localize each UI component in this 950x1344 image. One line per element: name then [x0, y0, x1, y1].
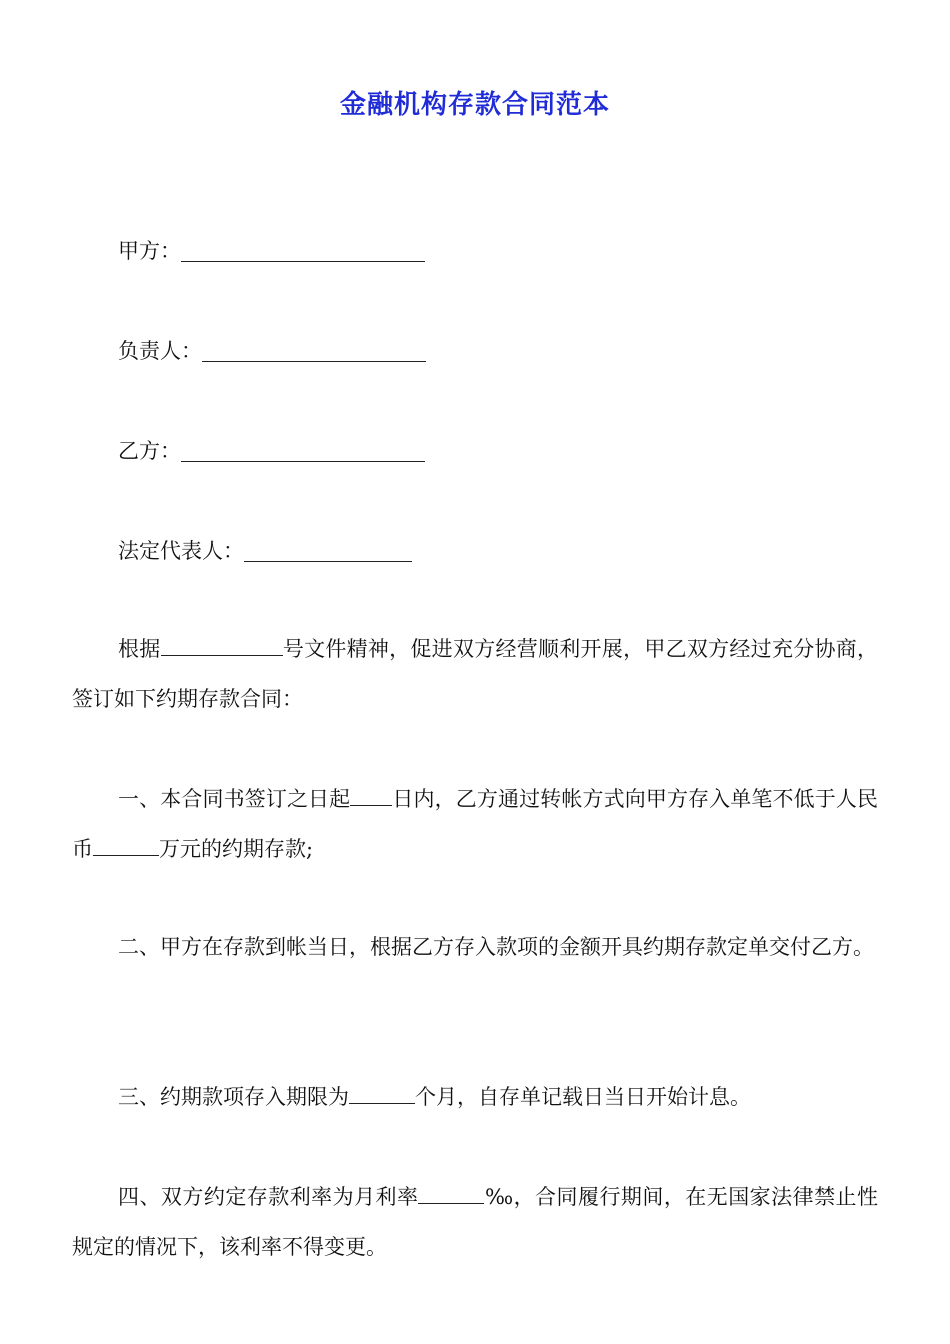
party-a-label: 甲方： — [118, 239, 181, 263]
party-a-responsible-blank — [202, 341, 426, 362]
clause-1 — [72, 774, 878, 874]
party-b-field — [118, 436, 425, 466]
clause-1-text-a: 一、本合同书签订之日起 — [118, 787, 351, 811]
preamble-paragraph — [72, 624, 878, 724]
preamble-text-1: 根据 — [118, 637, 161, 661]
party-b-legal-rep-field — [118, 536, 412, 566]
clause-3 — [72, 1072, 878, 1122]
clause-4-text-b: ‰，合同履行期间，在无国家法律禁止性规定的情况下，该利率不得变更。 — [72, 1185, 878, 1259]
party-b-label: 乙方： — [118, 439, 181, 463]
clause-1-text-b: 日内，乙方通过转帐方式向甲方存入单笔不低于人民币 — [72, 787, 879, 861]
party-b-blank — [181, 441, 425, 462]
party-a-responsible-label: 负责人： — [118, 339, 202, 363]
days-blank — [350, 783, 392, 806]
clause-2-text: 二、甲方在存款到帐当日，根据乙方存入款项的金额开具约期存款定单交付乙方。 — [118, 935, 874, 959]
amount-blank — [93, 833, 159, 856]
clause-2 — [72, 922, 878, 972]
party-a-blank — [181, 241, 425, 262]
party-a-field — [118, 236, 425, 266]
party-a-responsible-field — [118, 336, 426, 366]
clause-4-text-a: 四、双方约定存款利率为月利率 — [118, 1185, 419, 1209]
clause-3-text-a: 三、约期款项存入期限为 — [118, 1085, 349, 1109]
clause-3-text-b: 个月，自存单记载日当日开始计息。 — [415, 1085, 751, 1109]
document-title: 金融机构存款合同范本 — [339, 90, 610, 120]
clause-1-text-c: 万元的约期存款; — [159, 837, 314, 861]
document-number-blank — [161, 633, 283, 656]
clause-4 — [72, 1172, 878, 1272]
rate-blank — [418, 1181, 484, 1204]
party-b-legal-rep-blank — [244, 541, 412, 562]
months-blank — [349, 1081, 415, 1104]
party-b-legal-rep-label: 法定代表人： — [118, 539, 244, 563]
preamble-text-2: 号文件精神，促进双方经营顺利开展，甲乙双方经过充分协商，签订如下约期存款合同： — [72, 637, 879, 711]
